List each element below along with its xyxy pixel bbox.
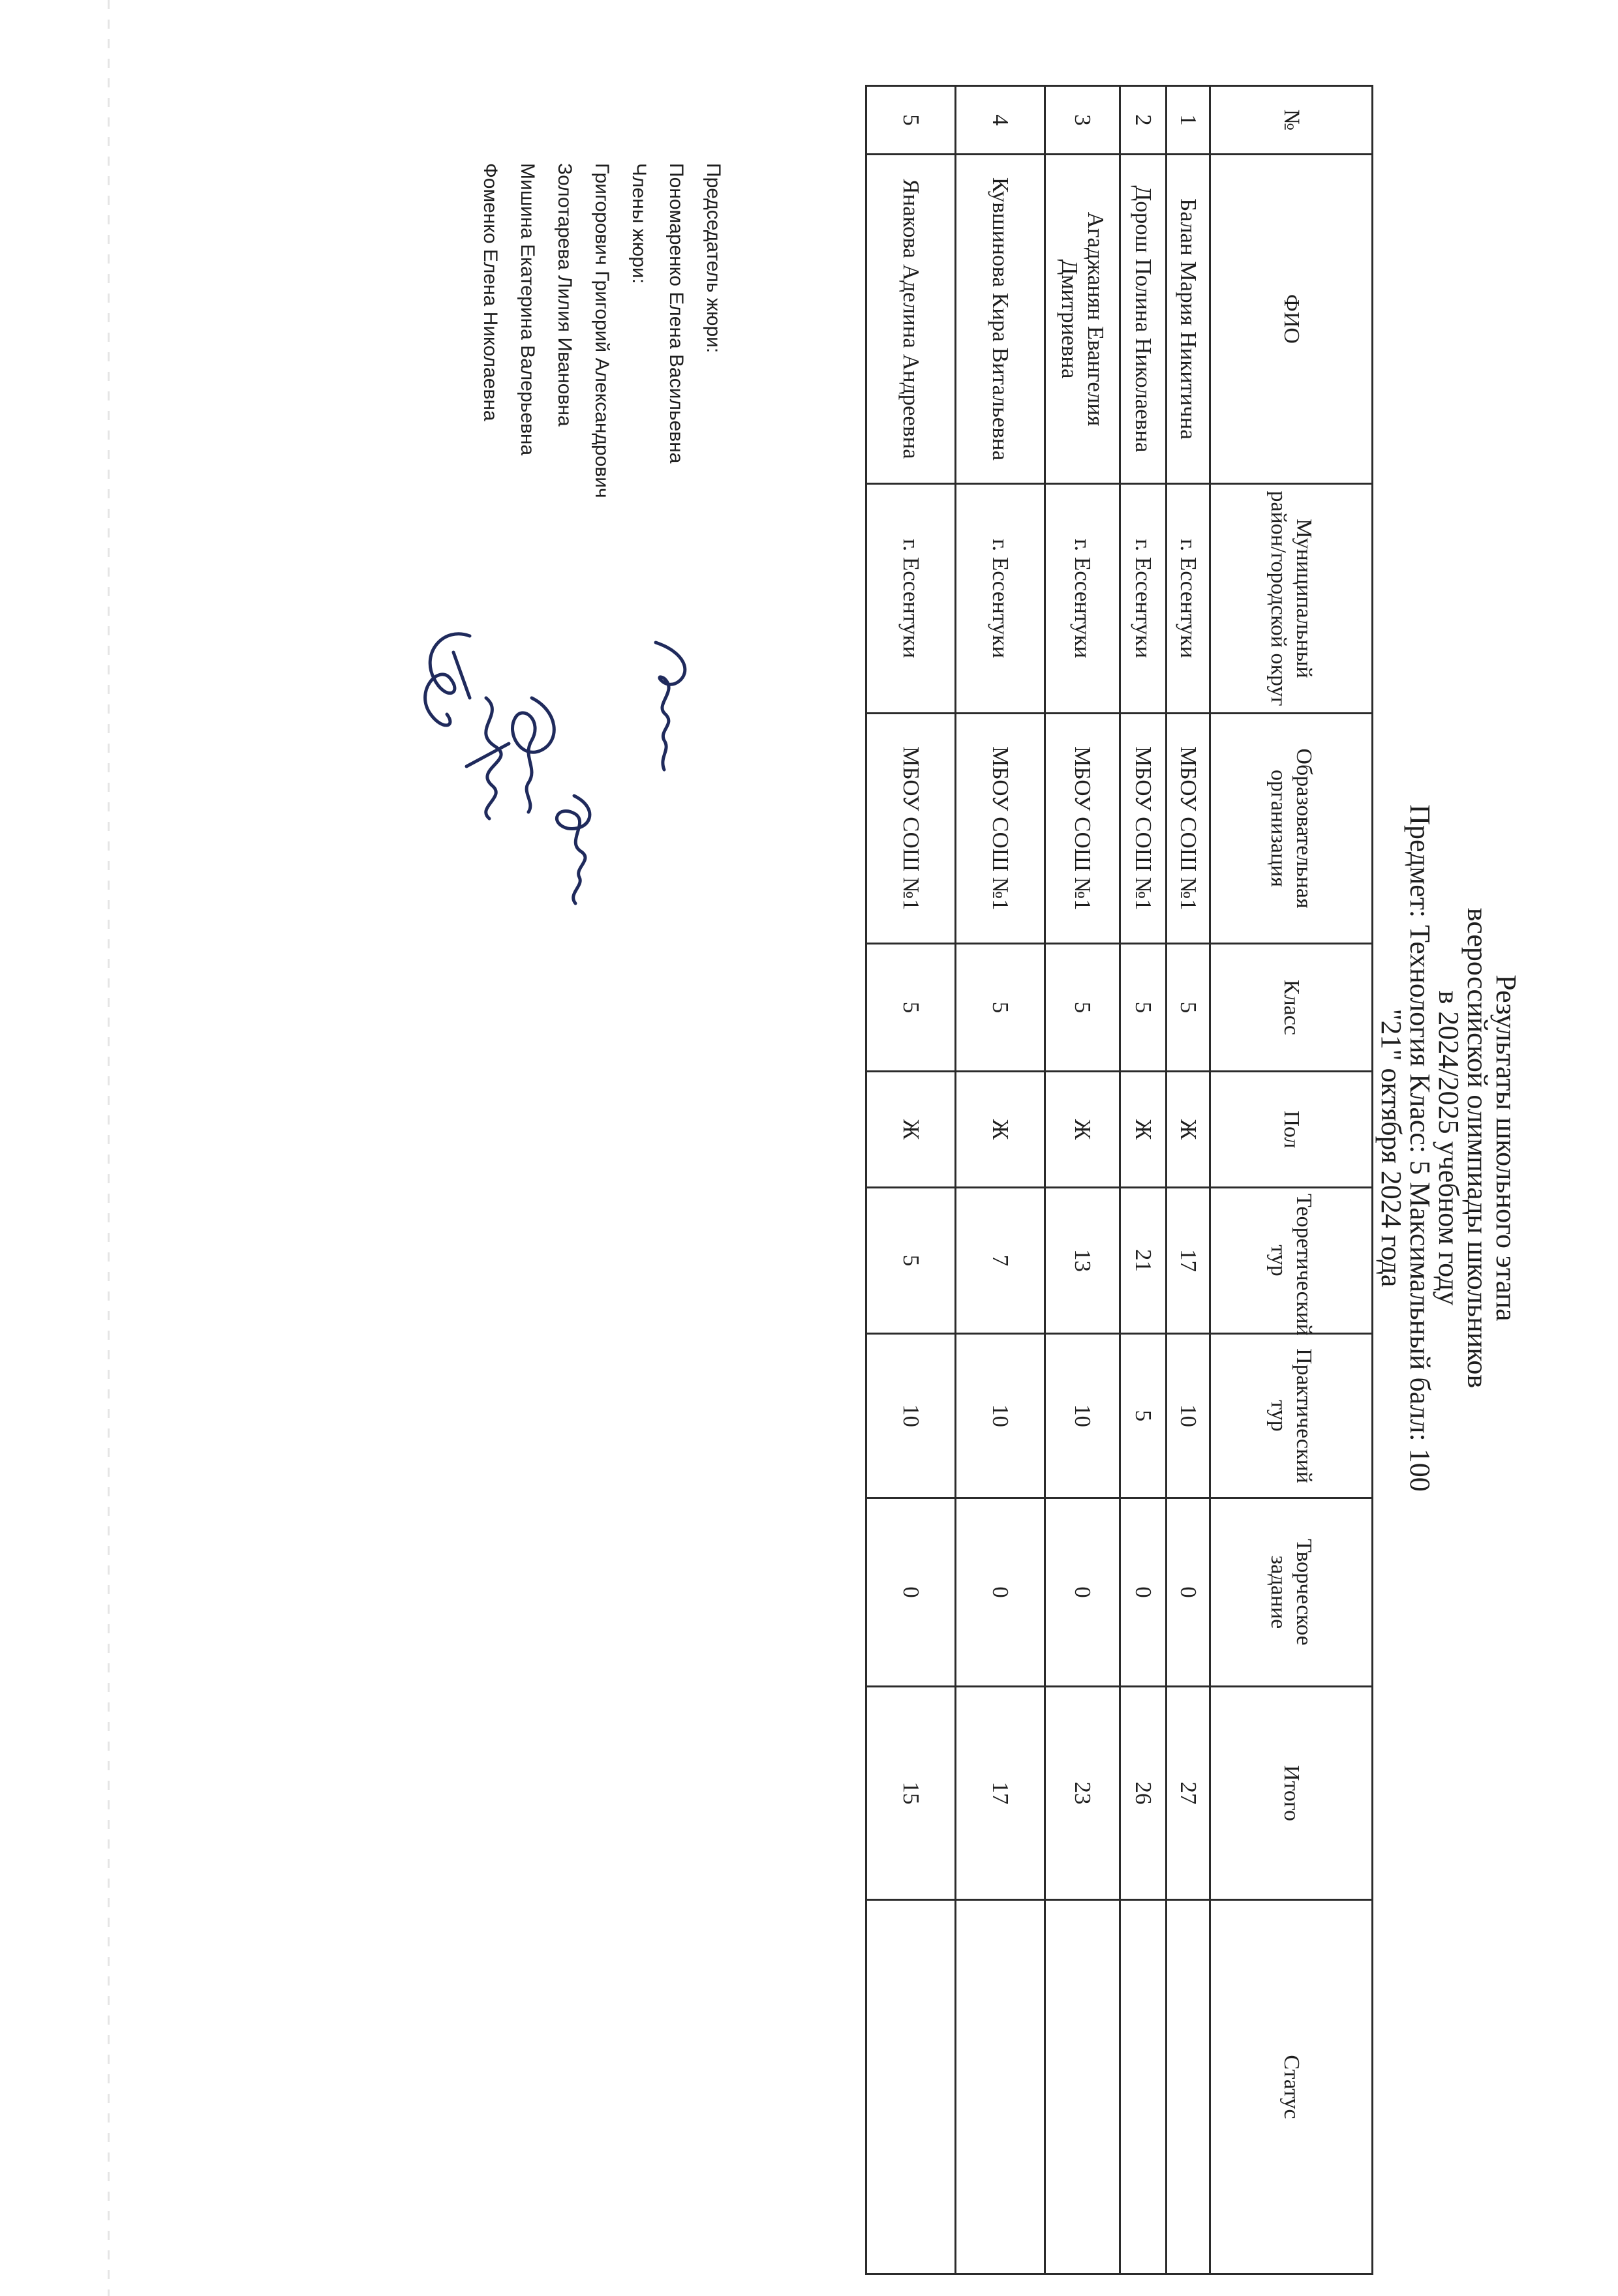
cell-org: МБОУ СОШ №1 [1120, 714, 1167, 944]
header-year-line: в 2024/2025 учебном году [1433, 990, 1465, 1306]
col-header-org: Образовательная организация [1210, 714, 1373, 944]
cell-status [1045, 1900, 1120, 2274]
cell-status [1120, 1900, 1167, 2274]
cell-sex: Ж [1045, 1072, 1120, 1188]
cell-creative: 0 [1167, 1498, 1210, 1687]
results-table [865, 85, 1373, 2275]
cell-sex: Ж [1167, 1072, 1210, 1188]
cell-org: МБОУ СОШ №1 [956, 714, 1045, 944]
cell-org: МБОУ СОШ №1 [866, 714, 956, 944]
col-header-grade: Класс [1210, 944, 1373, 1072]
table-row [956, 86, 1045, 2274]
cell-num: 2 [1120, 86, 1167, 155]
cell-theory: 17 [1167, 1188, 1210, 1334]
table-row [1167, 86, 1210, 2274]
cell-sex: Ж [866, 1072, 956, 1188]
cell-creative: 0 [1120, 1498, 1167, 1687]
col-header-district: Муниципальный район/городской округ [1210, 484, 1373, 714]
col-header-fio: ФИО [1210, 155, 1373, 484]
cell-fio: Кувшинова Кира Витальевна [956, 155, 1045, 484]
signature-member-3 [466, 698, 509, 819]
signature-member-1 [557, 796, 589, 903]
cell-sex: Ж [956, 1072, 1045, 1188]
cell-status [866, 1900, 956, 2274]
table-header-row [1210, 86, 1373, 2274]
table-row [1120, 86, 1167, 2274]
jury-chair-label: Председатель жюри: [703, 163, 724, 354]
cell-sex: Ж [1120, 1072, 1167, 1188]
cell-total: 27 [1167, 1687, 1210, 1900]
cell-district: г. Ессентуки [1120, 484, 1167, 714]
cell-district: г. Ессентуки [1045, 484, 1120, 714]
cell-practice: 10 [956, 1334, 1045, 1498]
cell-total: 15 [866, 1687, 956, 1900]
header-title-line: Результаты школьного этапа [1490, 974, 1522, 1322]
cell-grade: 5 [1120, 944, 1167, 1072]
cell-num: 4 [956, 86, 1045, 155]
cell-grade: 5 [1167, 944, 1210, 1072]
jury-member: Фоменко Елена Николаевна [480, 163, 501, 421]
cell-fio: Дорош Полина Николаевна [1120, 155, 1167, 484]
jury-chair-name: Пономаренко Елена Васильевна [665, 163, 687, 464]
cell-district: г. Ессентуки [1167, 484, 1210, 714]
cell-theory: 21 [1120, 1188, 1167, 1334]
cell-org: МБОУ СОШ №1 [1045, 714, 1120, 944]
header-subject-line: Предмет: Технология Класс: 5 Максимальный балл: 100 [1404, 804, 1436, 1492]
cell-creative: 0 [1045, 1498, 1120, 1687]
cell-grade: 5 [866, 944, 956, 1072]
header-olympiad-line: всероссийской олимпиады школьников [1461, 907, 1493, 1389]
cell-district: г. Ессентуки [956, 484, 1045, 714]
col-header-status: Статус [1210, 1900, 1373, 2274]
cell-theory: 13 [1045, 1188, 1120, 1334]
col-header-creative: Творческое задание [1210, 1498, 1373, 1687]
signature-member-4 [425, 634, 470, 725]
jury-member: Мишина Екатерина Валерьевна [517, 163, 538, 456]
signature-chair [656, 642, 685, 770]
cell-total: 23 [1045, 1687, 1120, 1900]
cell-grade: 5 [956, 944, 1045, 1072]
jury-block [472, 163, 732, 498]
document-header [1377, 0, 1520, 2296]
header-date-line: "21" октября 2024 года [1375, 1008, 1407, 1288]
cell-num: 1 [1167, 86, 1210, 155]
col-header-theory: Теоретический тур [1210, 1188, 1373, 1334]
jury-member: Золотарева Лилия Ивановна [554, 163, 575, 427]
cell-status [956, 1900, 1045, 2274]
cell-total: 26 [1120, 1687, 1167, 1900]
cell-practice: 5 [1120, 1334, 1167, 1498]
cell-fio: Балан Мария Никитична [1167, 155, 1210, 484]
cell-practice: 10 [1045, 1334, 1120, 1498]
col-header-num: № [1210, 86, 1373, 155]
col-header-practice: Практический тур [1210, 1334, 1373, 1498]
cell-creative: 0 [866, 1498, 956, 1687]
cell-total: 17 [956, 1687, 1045, 1900]
cell-status [1167, 1900, 1210, 2274]
jury-members-label: Члены жюри: [628, 163, 650, 284]
cell-theory: 7 [956, 1188, 1045, 1334]
cell-practice: 10 [866, 1334, 956, 1498]
cell-fio: Агаджанян Евангелия Дмитриевна [1045, 155, 1120, 484]
cell-theory: 5 [866, 1188, 956, 1334]
table-row [1045, 86, 1120, 2274]
jury-member: Григорович Григорий Александрович [591, 163, 613, 498]
cell-creative: 0 [956, 1498, 1045, 1687]
cell-num: 5 [866, 86, 956, 155]
signature-member-2 [513, 698, 555, 812]
table-row [866, 86, 956, 2274]
cell-district: г. Ессентуки [866, 484, 956, 714]
cell-grade: 5 [1045, 944, 1120, 1072]
cell-org: МБОУ СОШ №1 [1167, 714, 1210, 944]
cell-fio: Янакова Аделина Андреевна [866, 155, 956, 484]
cell-practice: 10 [1167, 1334, 1210, 1498]
cell-num: 3 [1045, 86, 1120, 155]
col-header-total: Итого [1210, 1687, 1373, 1900]
col-header-sex: Пол [1210, 1072, 1373, 1188]
